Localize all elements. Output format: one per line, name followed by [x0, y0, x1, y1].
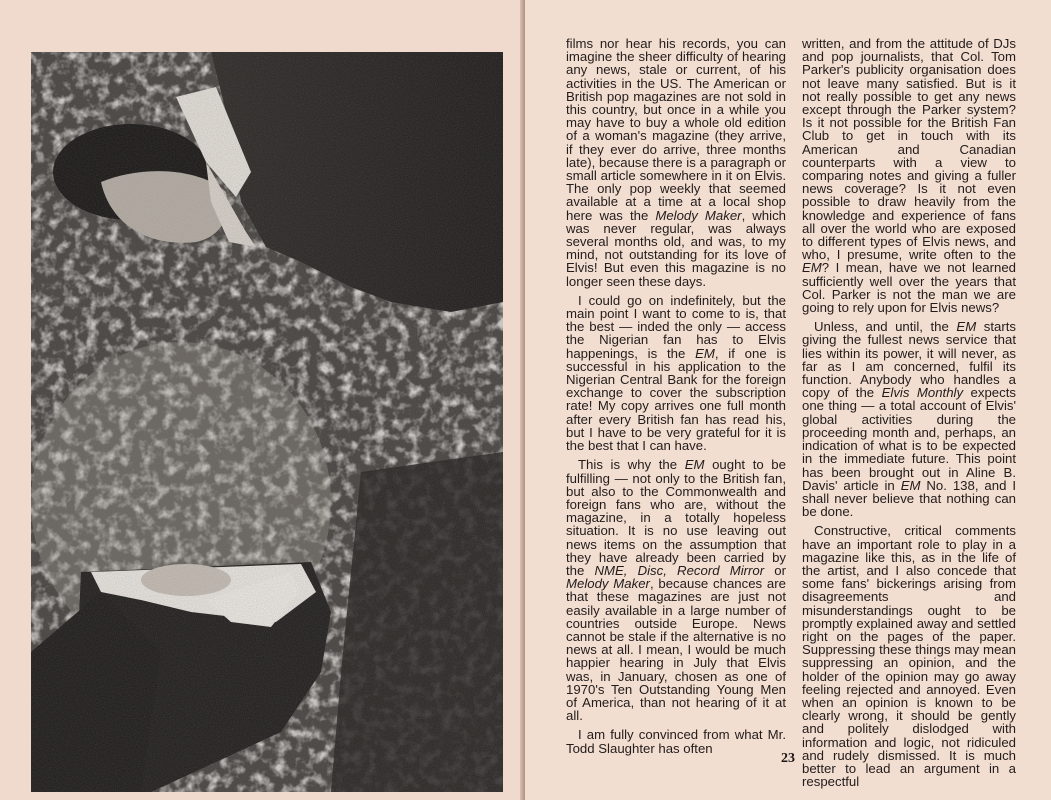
text-run: No. 138, and I shall never believe that nothing can be done.	[802, 477, 1016, 520]
italic-title: Melody Maker	[655, 207, 742, 223]
text-run: ? I mean, have we not learned sufficiently well over the years that Col. Parker is not the man we are going to rely upon for Elvis news?	[802, 260, 1016, 316]
text-run: expects one thing — a total account of Elvis' global activities during the proceeding month and, perhaps, an indication of what is to be expected in the immediate future. This point has been brought out in Aline B. Davis' article in	[802, 385, 1016, 493]
photo-elvis-and-nun-icon	[31, 52, 503, 792]
text-run: Constructive, critical comments have an important role to play in a magazine like this, as in the life of the artist, and I also concede that some fans' bickerings arising from disagreements and misunderstandings ought to be promptly explained away and settled right on the pages of the paper. Suppressing these things may mean suppressing an opinion, and the holder of the opinion may go away feeling rejected and annoyed. Even when an opinion is known to be clearly wrong, it should be gently and politely dislodged with information and logic, not ridiculed and rudely dismissed. It is much better to lead an argument in a respectful	[802, 523, 1016, 790]
text-run: I could go on indefinitely, but the main point I want to come to is, that the best — inded the only — access the Nigerian fan has to Elvis happenings, is the	[566, 292, 786, 361]
italic-title: Melody Maker	[566, 576, 650, 592]
text-run: , which was never regular, was always several months old, and was, to my mind, not outstanding for its love of Elvis! But even this magazine is no longer seen these days.	[566, 207, 786, 289]
text-run: starts giving the fullest news service that lies within its power, it will never, as far as I am concerned, fulfil its function. Anybody who handles a copy of the	[802, 319, 1017, 401]
paragraph-6	[802, 320, 1016, 518]
article-column-2	[802, 37, 1016, 788]
paragraph-7	[802, 524, 1016, 788]
article-column-1	[566, 37, 786, 755]
text-run: This is why the	[578, 457, 685, 473]
text-run: , because chances are that these magazines are just not easily available in a large number of countries outside Europe. News cannot be stale if the alternative is no news at all. I mean, I would be much happier hearing in July that Elvis was, in January, chosen as one of 1970's Ten Outstanding Young Men of America, than not hearing of it at all.	[566, 576, 786, 724]
italic-title: EM	[695, 345, 715, 361]
italic-title: Elvis Monthly	[881, 385, 964, 401]
text-run: I am fully convinced from what Mr. Todd Slaughter has often	[566, 727, 786, 756]
text-run: written, and from the attitude of DJs and pop journalists, that Col. Tom Parker's publicity organisation does not leave many satisfied. But is it not really possible to get any news except through the Parker system? Is it not possible for the British Fan Club to get in touch with its American and Canadian counterparts with a view to comparing notes and giving a fuller news coverage? Is it not even possible to draw heavily from the knowledge and experience of fans all over the world who are exposed to different types of Elvis news, and who, I presume, write often to the	[802, 36, 1016, 263]
text-run: films nor hear his records, you can imagine the sheer difficulty of hearing any news, stale or current, of his activities in the US. The American or British pop magazines are not sold in this country, but once in a while you may have to buy a whole old edition of a woman's magazine (they arrive, if they ever do arrive, three months late), because there is a paragraph or small article somewhere in it on Elvis. The only pop weekly that seemed available at a time at a local shop here was the	[566, 36, 786, 223]
paragraph-5	[802, 37, 1016, 314]
paragraph-3	[566, 458, 786, 722]
italic-title: EM	[900, 477, 921, 493]
text-run: Unless, and until, the	[814, 319, 957, 335]
italic-title: NME, Disc, Record Mirror	[594, 562, 765, 578]
paragraph-2	[566, 294, 786, 452]
page-number: 23	[781, 751, 795, 766]
text-run: ought to be fulfilling — not only to the British fan, but also to the Commonwealth and foreign fans who are, without the magazine, in a totally hopeless situation. It is no use leaving out news items on the assumption that they have already been carried by the	[566, 457, 786, 578]
italic-title: EM	[684, 457, 705, 473]
italic-title: EM	[956, 319, 977, 335]
text-run: or	[764, 562, 787, 578]
paragraph-4	[566, 728, 786, 754]
left-page	[0, 0, 525, 800]
text-run: , if one is successful in his application to the Nigerian Central Bank for the foreign exchange to cover the subscription rate! My copy arrives one full month after every British fan has read his, but I have to be very grateful for it is the best that I can have.	[566, 345, 786, 454]
paragraph-1	[566, 37, 786, 288]
photo-elvis-and-nun	[31, 52, 503, 792]
italic-title: EM	[802, 260, 822, 276]
